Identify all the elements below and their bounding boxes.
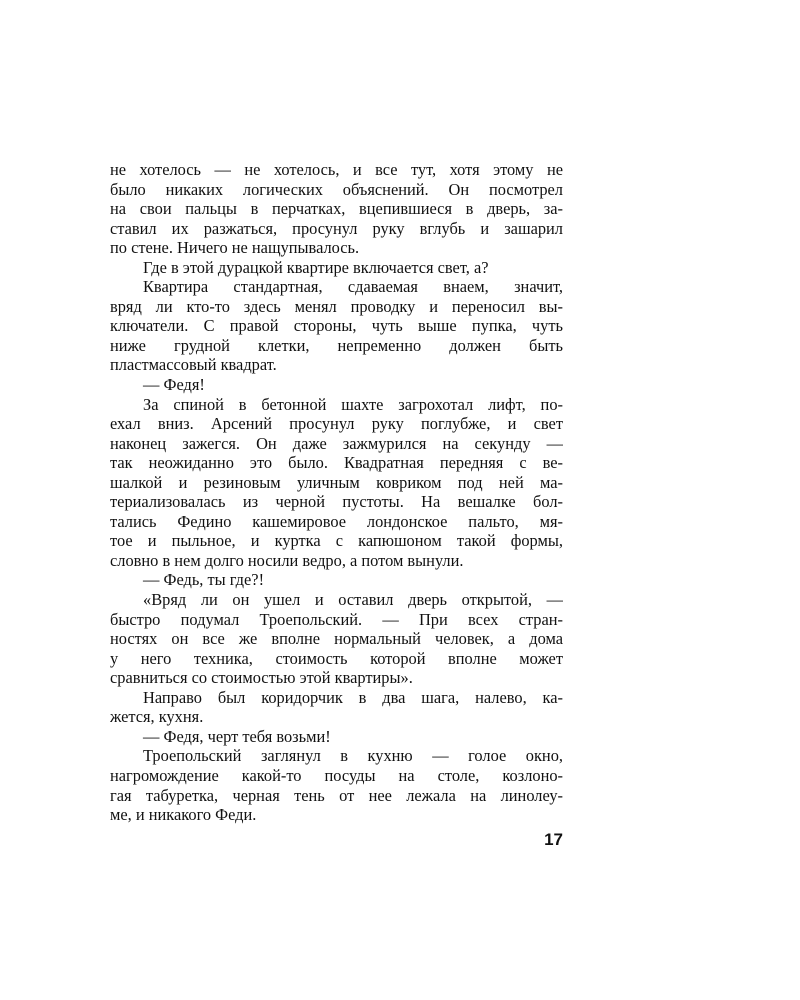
- text-line: Троепольский заглянул в кухню — голое окно,: [143, 746, 563, 766]
- text-line: словно в нем долго носили ведро, а потом вынули.: [110, 550, 464, 570]
- text-line: нагромождение какой-то посуды на столе, козлоно-: [110, 765, 563, 785]
- text-line: пластмассовый квадрат.: [110, 355, 277, 375]
- text-line: ниже грудной клетки, непременно должен быть: [110, 335, 563, 355]
- text-line: ехал вниз. Арсений просунул руку поглубже, и свет: [110, 414, 563, 434]
- text-line: териализовалась из черной пустоты. На вешалке бол-: [110, 492, 563, 512]
- text-line: — Федя, черт тебя возьми!: [143, 726, 331, 746]
- text-line: «Вряд ли он ушел и оставил дверь открытой, —: [143, 590, 563, 610]
- text-line: сравниться со стоимостью этой квартиры».: [110, 668, 413, 688]
- text-line: За спиной в бетонной шахте загрохотал лифт, по-: [143, 394, 563, 414]
- page-number: 17: [544, 830, 563, 849]
- text-line: у него техника, стоимость которой вполне может: [110, 648, 563, 668]
- text-line: — Федь, ты где?!: [143, 570, 265, 590]
- text-line: гая табуретка, черная тень от нее лежала на линолеу-: [110, 785, 563, 805]
- text-line: по стене. Ничего не нащупывалось.: [110, 238, 360, 258]
- body-text: [110, 160, 563, 825]
- text-line: тое и пыльное, и куртка с капюшоном такой формы,: [110, 531, 563, 551]
- text-line: — Федя!: [143, 375, 205, 395]
- text-line: ключатели. С правой стороны, чуть выше пупка, чуть: [110, 316, 563, 336]
- text-line: ностях он все же вполне нормальный человек, а дома: [110, 629, 563, 649]
- text-line: шалкой и резиновым уличным ковриком под ней ма-: [110, 472, 563, 492]
- text-line: не хотелось — не хотелось, и все тут, хотя этому не: [110, 160, 563, 179]
- text-line: было никаких логических объяснений. Он посмотрел: [110, 179, 563, 199]
- text-line: вряд ли кто-то здесь менял проводку и переносил вы-: [110, 296, 563, 316]
- text-line: быстро подумал Троепольский. — При всех стран-: [110, 609, 563, 629]
- text-line: Квартира стандартная, сдаваемая внаем, значит,: [143, 277, 563, 297]
- text-line: ме, и никакого Феди.: [110, 805, 257, 825]
- text-line: так неожиданно это было. Квадратная передняя с ве-: [110, 453, 563, 473]
- text-line: Направо был коридорчик в два шага, налево, ка-: [143, 687, 563, 707]
- text-line: жется, кухня.: [110, 707, 204, 727]
- text-line: тались Федино кашемировое лондонское пальто, мя-: [110, 511, 563, 531]
- text-line: наконец зажегся. Он даже зажмурился на секунду —: [110, 433, 563, 453]
- text-line: ставил их разжаться, просунул руку вглубь и зашарил: [110, 218, 563, 238]
- text-line: на свои пальцы в перчатках, вцепившиеся в дверь, за-: [110, 199, 563, 219]
- text-line: Где в этой дурацкой квартире включается свет, а?: [143, 257, 489, 277]
